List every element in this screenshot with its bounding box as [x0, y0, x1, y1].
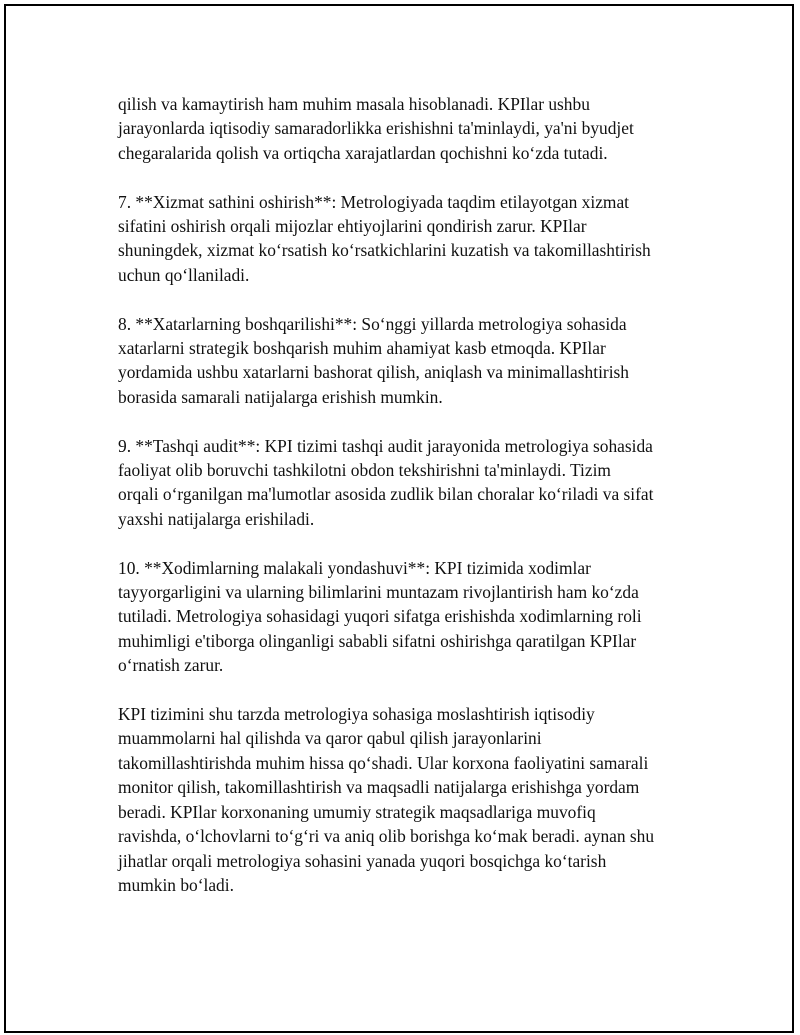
document-body	[118, 92, 708, 922]
paragraph-intro-continuation: qilish va kamaytirish ham muhim masala hisoblanadi. KPIlar ushbu jarayonlarda iqtisodiy samaradorlikka erishishni ta'minlaydi, ya'ni byudjet chegaralarida qolish va ortiqcha xarajatlardan qochishni ko‘zda tutadi.	[118, 94, 634, 163]
paragraph-item-9: 9. **Tashqi audit**: KPI tizimi tashqi audit jarayonida metrologiya sohasida faoliyat olib boruvchi tashkilotni obdon tekshirishni ta'minlaydi. Tizim orqali o‘rganilgan ma'lumotlar asosida zudlik bilan choralar ko‘riladi va sifat yaxshi natijalarga erishiladi.	[118, 435, 654, 529]
paragraph-conclusion: KPI tizimini shu tarzda metrologiya sohasiga moslashtirish iqtisodiy muammolarni hal qilishda va qaror qabul qilish jarayonlarini takomillashtirishda muhim hissa qo‘shadi. Ular korxona faoliyatini samarali monitor qilish, takomillashtirish va maqsadli natijalarga erishishga yordam beradi. KPIlar korxonaning umumiy strategik maqsadlariga muvofiq ravishda, o‘lchovlarni to‘g‘ri va aniq olib borishga ko‘mak beradi. aynan shu jihatlar orqali metrologiya sohasini yanada yuqori bosqichga ko‘tarish mumkin bo‘ladi.	[118, 704, 655, 895]
paragraph-item-10: 10. **Xodimlarning malakali yondashuvi**: KPI tizimida xodimlar tayyorgarligini va ularning bilimlarini muntazam rivojlantirish ham ko‘zda tutiladi. Metrologiya sohasidagi yuqori sifatga erishishda xodimlarning roli muhimligi e'tiborga olinganligi sababli sifatni oshirishga qaratilgan KPIlar o‘rnatish zarur.	[118, 557, 642, 676]
paragraph-item-7: 7. **Xizmat sathini oshirish**: Metrologiyada taqdim etilayotgan xizmat sifatini oshirish orqali mijozlar ehtiyojlarini qondirish zarur. KPIlar shuningdek, xizmat ko‘rsatish ko‘rsatkichlarini kuzatish va takomillashtirish uchun qo‘llaniladi.	[118, 191, 651, 285]
paragraph-item-8: 8. **Xatarlarning boshqarilishi**: So‘nggi yillarda metrologiya sohasida xatarlarni strategik boshqarish muhim ahamiyat kasb etmoqda. KPIlar yordamida ushbu xatarlarni bashorat qilish, aniqlash va minimallashtirish borasida samarali natijalarga erishish mumkin.	[118, 313, 629, 407]
